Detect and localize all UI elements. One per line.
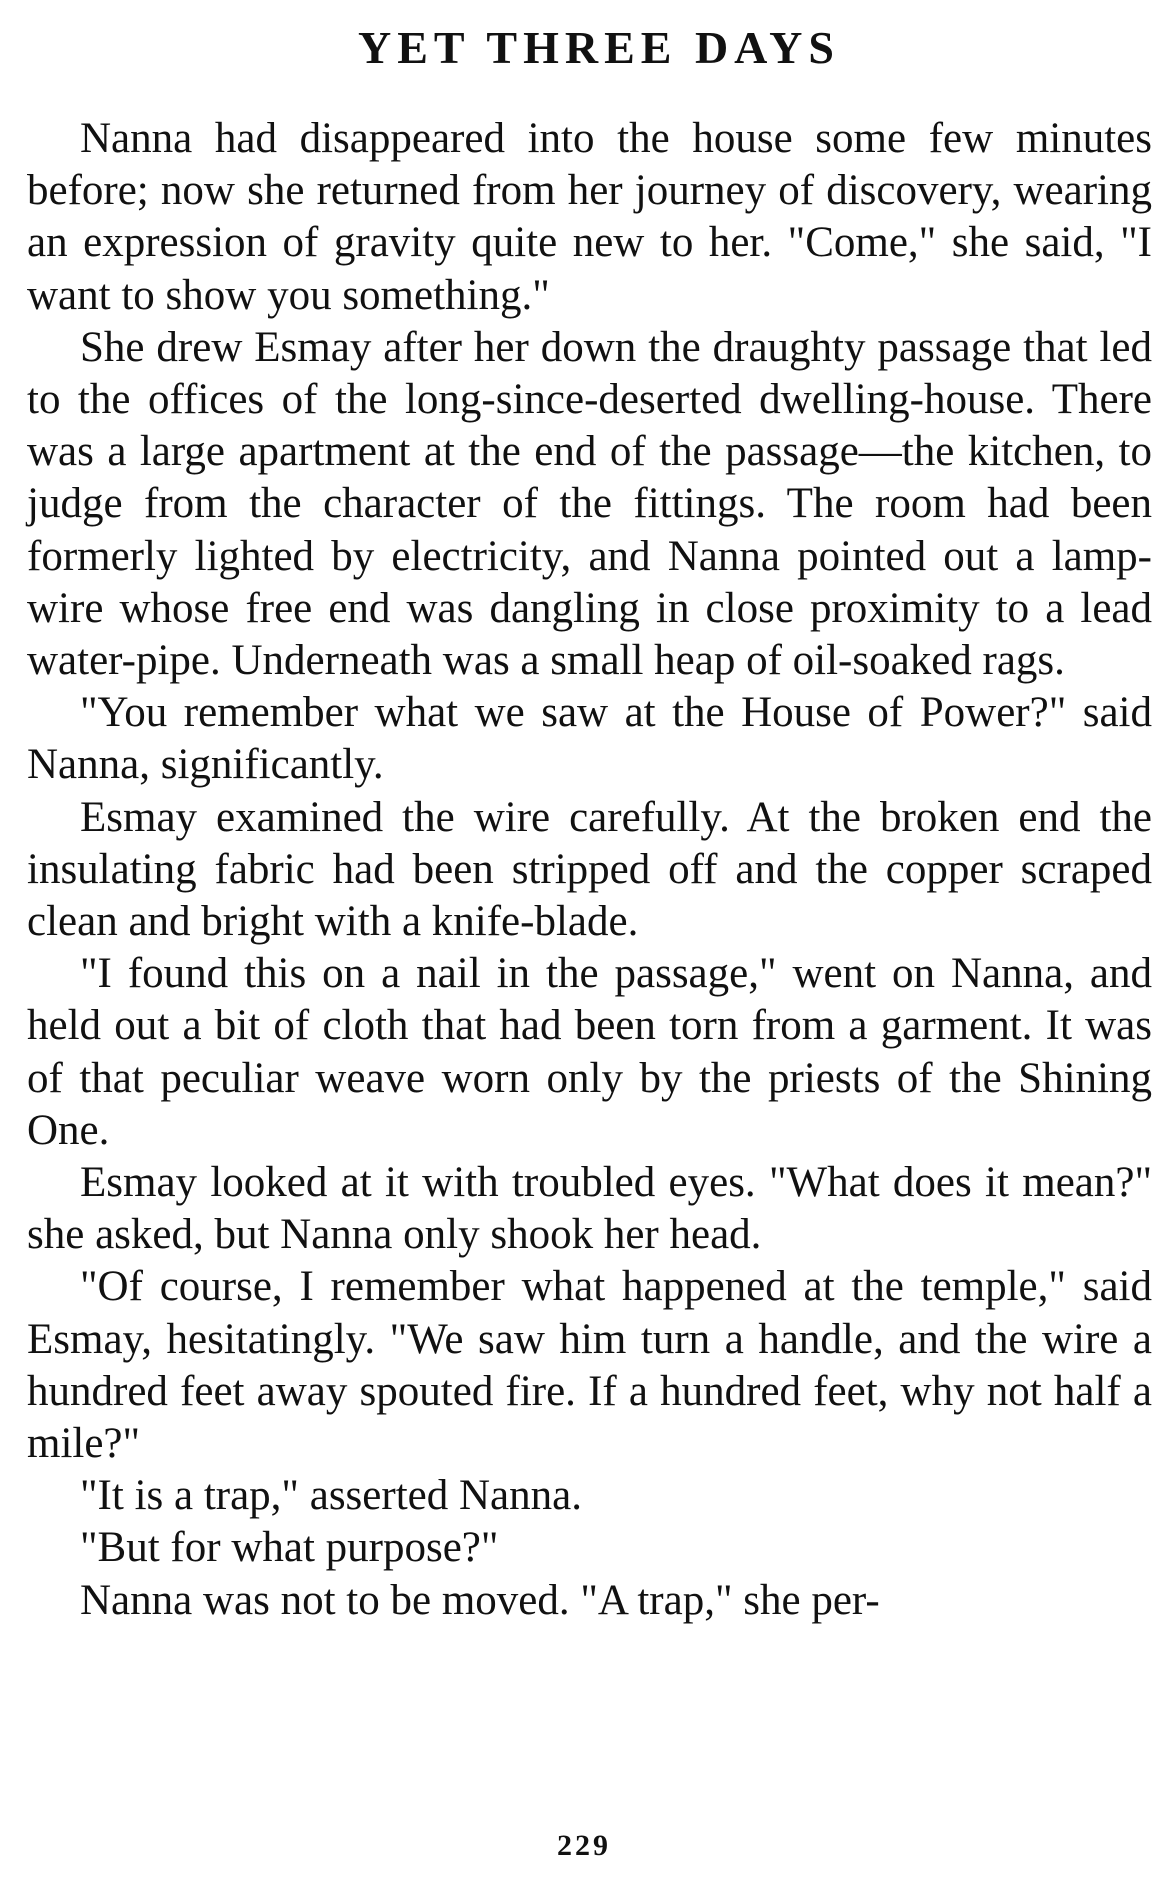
paragraph: "I found this on a nail in the passage," went on Nanna, and held out a bit of cloth that had been torn from a garment. It was of that peculiar weave worn only by the priests of the Shining One. [27, 950, 1152, 1154]
paragraph: "You remember what we saw at the House of Power?" said Nanna, significantly. [27, 689, 1152, 789]
paragraph: Esmay looked at it with troubled eyes. "What does it mean?" she asked, but Nanna only shook her head. [27, 1159, 1152, 1259]
paragraph: She drew Esmay after her down the draughty passage that led to the offices of the long-since-deserted dwelling-house. There was a large apartment at the end of the passage—the kitchen, to judge from the character of the fittings. The room had been formerly lighted by electricity, and Nanna pointed out a lamp-wire whose free end was dangling in close proximity to a lead water-pipe. Underneath was a small heap of oil-soaked rags. [27, 323, 1152, 685]
paragraph: Nanna had disappeared into the house some few minutes before; now she returned from her journey of discovery, wearing an expression of gravity quite new to her. "Come," she said, "I want to show you something." [27, 115, 1152, 319]
paragraph: Esmay examined the wire carefully. At the broken end the insulating fabric had been stripped off and the copper scraped clean and bright with a knife-blade. [27, 793, 1152, 946]
page-number: 229 [557, 1829, 611, 1862]
body-text [27, 113, 1152, 1627]
running-head: YET THREE DAYS [358, 22, 840, 73]
paragraph: "Of course, I remember what happened at the temple," said Esmay, hesitatingly. "We saw him turn a handle, and the wire a hundred feet away spouted fire. If a hundred feet, why not half a mile?" [27, 1263, 1152, 1468]
paragraph: Nanna was not to be moved. "A trap," she per- [80, 1576, 880, 1624]
paragraph: "It is a trap," asserted Nanna. [80, 1472, 582, 1520]
paragraph: "But for what purpose?" [80, 1524, 499, 1572]
